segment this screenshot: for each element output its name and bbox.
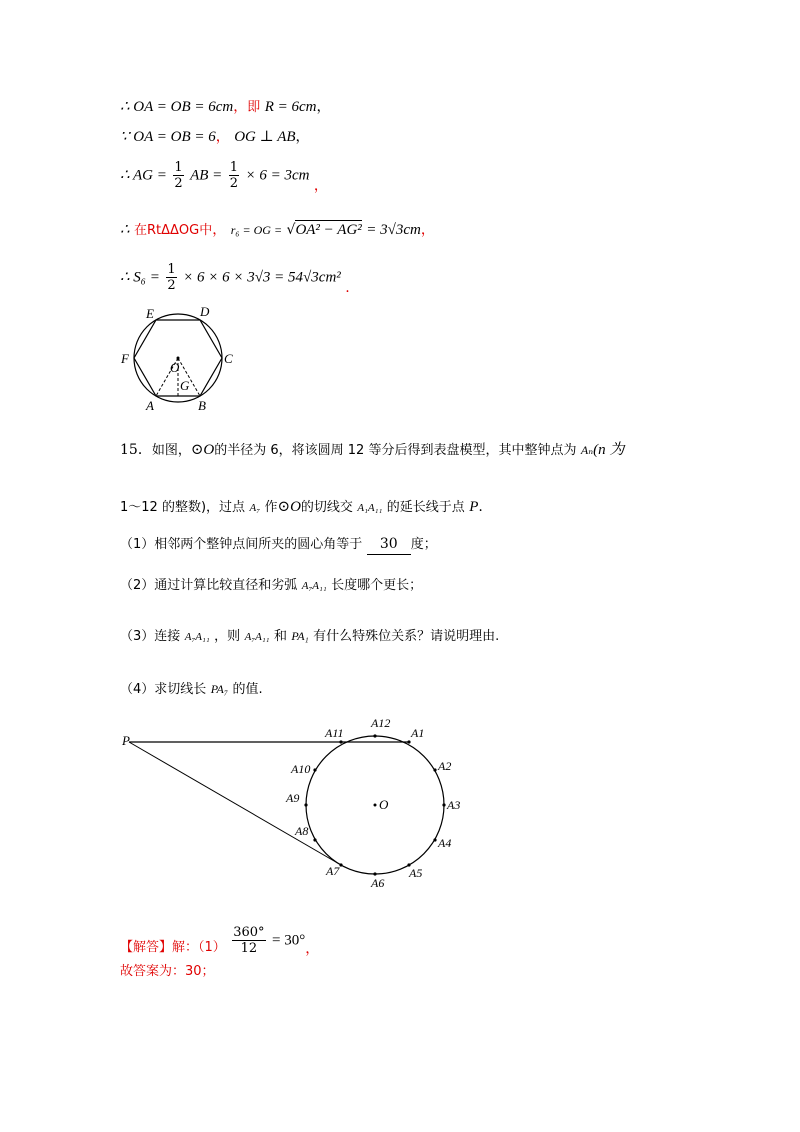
question-text: 和 (273, 629, 287, 644)
label-a5: A5 (409, 866, 423, 880)
math-arc-a7a11: A₇A₁₁ (301, 580, 327, 592)
problem-text: 的切线交 (300, 500, 353, 515)
math-a1a11: A₁A₁₁ (357, 502, 383, 514)
math-a7: A₇ (249, 502, 261, 514)
question-text: 度； (410, 537, 437, 552)
problem-number: 15． (120, 442, 152, 458)
math-sqrt-expr: OA² − AG² (295, 222, 362, 238)
question-2 (120, 575, 422, 596)
question-3 (120, 626, 499, 647)
fraction-half: $\frac{1}{2}$ (229, 160, 239, 191)
solution-line-3 (120, 160, 328, 194)
label-f: F (121, 351, 129, 366)
math-a7a11: A₇A₁₁ (184, 631, 210, 643)
answer-line-1 (120, 925, 319, 956)
math-an: Aₙ (580, 443, 594, 457)
math-r6-result: = 3√3cm (366, 222, 421, 238)
solution-line-4: ∴ 在RtΔΔOG中， r₆ = OG = √OA² − AG² = 3√3cm， (120, 222, 435, 238)
clock-points (304, 734, 445, 875)
math-therefore: ∴ (120, 222, 130, 238)
math-area-result: × 6 × 6 × 3√3 = 54√3cm² (183, 269, 341, 286)
comma: ， (295, 129, 310, 145)
problem-text: 作 (264, 500, 278, 515)
circle-symbol: ⊙O (277, 499, 301, 515)
math-pa1: PA₁ (291, 629, 309, 643)
math-n: (n 为 (593, 442, 625, 458)
label-c: C (224, 351, 233, 366)
question-text: （4）求切线长 (120, 682, 207, 697)
question-text: （1）相邻两个整钟点间所夹的圆心角等于 (120, 537, 363, 552)
fraction-360-12: $\frac{360^\circ}{12}$ (233, 925, 265, 956)
label-a: A (146, 398, 154, 413)
circle-symbol: ⊙O (190, 442, 215, 458)
red-text-ji: 即 (247, 100, 261, 115)
math-ag-post: × 6 = 3cm (245, 167, 310, 184)
comma: ， (305, 940, 320, 957)
math-pa7: PA₇ (210, 682, 229, 696)
question-4 (120, 679, 263, 700)
problem-text: 的半径为 6，将该圆周 12 等分后得到表盘模型，其中整钟点为 (214, 443, 577, 458)
question-text: 有什么特殊位关系？请说明理由. (313, 629, 500, 644)
label-d: D (200, 304, 210, 319)
question-1 (120, 534, 437, 555)
math-a7a11: A₇A₁₁ (244, 631, 270, 643)
math-oa-ob: ∴ OA = OB = 6cm (120, 99, 234, 115)
tangent-pa7 (129, 742, 341, 865)
label-a6: A6 (371, 876, 385, 890)
comma: ， (212, 222, 227, 238)
problem-text: 的延长线于点 (386, 500, 465, 515)
comma: ， (316, 99, 331, 115)
solution-line-2 (120, 127, 310, 147)
label-a11: A11 (325, 726, 344, 740)
label-a1: A1 (411, 726, 425, 740)
clock-diagram (115, 715, 475, 890)
label-e: E (146, 306, 154, 321)
math-since: ∵ OA = OB = 6 (120, 129, 216, 145)
label-p: P (122, 733, 130, 748)
problem-15-line-1 (120, 440, 624, 461)
math-radius: R = 6cm (264, 99, 317, 115)
math-p: P (469, 499, 479, 515)
math-ag-pre: ∴ AG = (120, 167, 167, 184)
answer-line-2: 故答案为：30； (120, 964, 215, 979)
label-a8: A8 (295, 824, 309, 838)
label-o: O (170, 360, 180, 375)
fraction-half: $\frac{1}{2}$ (174, 160, 183, 191)
label-a3: A3 (447, 798, 461, 812)
answer-label: 【解答】解：（1） (120, 939, 226, 955)
hexagon-diagram (112, 300, 244, 416)
label-b: B (198, 398, 206, 413)
question-text: 长度哪个更长； (331, 578, 423, 593)
comma: ， (233, 99, 248, 115)
question-text: ，则 (214, 629, 241, 644)
math-s6: ∴ S₆ = (120, 269, 160, 286)
math-perp: OG ⊥ AB (234, 129, 296, 145)
answer-blank: 30 (367, 534, 411, 555)
math-30-deg: = 30° (272, 932, 306, 949)
fraction-half: $\frac{1}{2}$ (167, 262, 176, 293)
comma: ， (215, 129, 230, 145)
label-a7: A7 (326, 864, 340, 878)
period: . (478, 499, 483, 515)
label-a12: A12 (371, 716, 391, 730)
label-g: G (180, 378, 190, 393)
problem-text: 如图， (151, 443, 191, 458)
solution-line-5 (120, 262, 350, 296)
math-ab: AB = (190, 167, 223, 184)
problem-text: 1～12 的整数)，过点 (120, 500, 246, 515)
comma: ， (313, 177, 328, 194)
label-a9: A9 (286, 791, 300, 805)
math-r6: r₆ = OG = (230, 223, 283, 237)
period: . (345, 279, 350, 296)
label-o: O (379, 797, 389, 812)
red-text-rt-triangle: 在RtΔΔOG中 (134, 223, 213, 238)
solution-line-1 (120, 97, 331, 118)
question-text: （2）通过计算比较直径和劣弧 (120, 578, 298, 593)
question-text: （3）连接 (120, 629, 181, 644)
question-text: 的值. (232, 682, 263, 697)
label-a4: A4 (438, 836, 452, 850)
comma: ， (420, 222, 435, 238)
label-a2: A2 (438, 759, 452, 773)
label-a10: A10 (291, 762, 311, 776)
problem-15-line-2 (120, 497, 483, 518)
